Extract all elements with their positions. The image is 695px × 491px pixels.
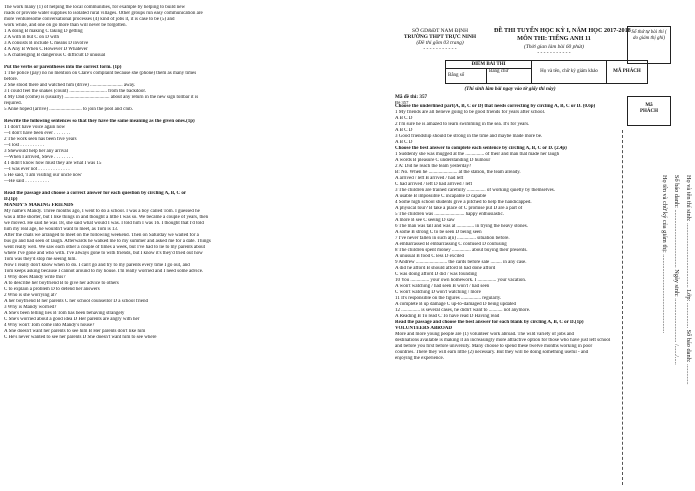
right-text-line: A B C D — [395, 128, 413, 133]
left-text-line: 4 A Any B When C However D Whatever — [4, 47, 88, 52]
left-text-line: him my real age, he wouldn't want to meet, as Tom is 13. — [4, 227, 119, 232]
left-text-line: The work many (1) of helping the local communities, for example by helping to build new — [4, 5, 186, 10]
left-text-line: After the chats we arranged to meet on the following weekend. Then on Saturday we waited for a — [4, 233, 199, 238]
left-text-line: where I've gone and who with. I've always gone to with friends, but I know it's they'd tried out how — [4, 251, 203, 256]
right-text-line: 3 The children are trained carefully ............... of working quietly by themselves. — [395, 188, 555, 193]
left-text-line: —He said . . . . . . . . . . — [4, 179, 50, 184]
order-number-label: Số thứ tự bài thi ( do giám thị ghi) — [631, 30, 667, 41]
score-words-cell[interactable]: Bằng chữ — [487, 69, 532, 84]
left-text-line: 5 Anne hoped (arrive) .......................... to join the pool and club. — [4, 107, 134, 112]
right-text-line: A unusual B food C less D excited — [395, 254, 465, 259]
ma-phach-box[interactable] — [627, 96, 671, 126]
ma-phach-header: MÃ PHÁCH — [607, 61, 648, 84]
left-text-line: A her boyfriend B her parents C her school counsellor D a school friend — [4, 299, 148, 304]
right-text-line: 1 Suddenly she was mugged at the ............... of their and man that made her laugh — [395, 152, 560, 157]
cut-line — [622, 130, 623, 485]
left-text-line: My name's Mandy. Three months ago, I went to do a school. I was a boy called Tom. I guessed he — [4, 209, 200, 214]
right-text-line: A Reading B To read C To have read D Having read — [395, 314, 500, 319]
left-text-line: A She doesn't want her parents to see him B Her parents don't like him — [4, 329, 146, 334]
left-text-line: roads or provide water supplies to isolated rural villages. Other groups run easy communication are — [4, 11, 203, 16]
right-text-line: enjoying the experience. — [395, 356, 445, 361]
left-text-line: 5 He said, 'I am visiting our uncle now' — [4, 173, 83, 178]
right-text-line: 12 ............... is several cases, he didn't want to ........... not anymore. — [395, 308, 531, 313]
header-divider-right: - - - - - - - - - - - — [537, 50, 571, 56]
left-text-line: 1 A doing B making C taking D getting — [4, 29, 83, 34]
right-text-line: 8 The children spent money ............... about buying their presents. — [395, 248, 528, 253]
right-text-line: A B C D — [395, 140, 413, 145]
exam-code-repeat: Đề 357 — [395, 100, 409, 105]
right-column — [395, 104, 620, 491]
right-text-line: 2 A: Did he reach the team yesterday? — [395, 164, 472, 169]
examiner-header: Họ và tên, chữ ký giám khảo — [532, 61, 607, 84]
left-text-line: 3 A consists B include C means D involve — [4, 41, 89, 46]
left-column — [4, 5, 390, 491]
left-text-line: —I don't have been ever . . . . . . . — [4, 131, 71, 136]
ma-phach-label-2: PHÁCH — [639, 109, 659, 114]
right-text-line: Choose the best answer to complete each sentence by circling A, B, C or D. (2.4p) — [395, 146, 567, 151]
left-text-line: required. — [4, 101, 22, 106]
right-text-line: 7 I've never fallen in such a(n) ............... situation before. — [395, 236, 510, 241]
right-text-line: A physical tour? B take a place of C promise put D are a part of — [395, 206, 523, 211]
left-text-line: 1 Why does Mandy write this? — [4, 275, 66, 280]
left-text-line: Tom was they'd stop me seeing him. — [4, 257, 77, 262]
right-text-line: A arrived / left B arrived / had left — [395, 176, 464, 181]
right-text-line: C had arrived / left D had arrived / left — [395, 182, 473, 187]
left-text-line: 3 Why is Mandy worried? — [4, 305, 57, 310]
right-text-line: 9 Andrew ......................... the cards before sale ......... in any case. — [395, 260, 527, 265]
left-text-line: 2 The work seen has been five years — [4, 137, 77, 142]
left-text-line: was a little shorter, but I like things in and thought a little I was so. We became a couple of years, then — [4, 215, 209, 220]
right-text-line: A did he afford B should afford B had done afford — [395, 266, 496, 271]
left-text-line: 4 Why won't Tom come into Mandy's house? — [4, 323, 95, 328]
right-text-line: 1 My friends are all believe going to be good friends for years after school. — [395, 110, 546, 115]
exam-subject: MÔN THI: TIẾNG ANH 11 — [517, 35, 591, 42]
school-line-1: SỞ GD&ĐT NAM ĐỊNH — [411, 28, 469, 34]
left-text-line: 3 Shewould help her any arrival — [4, 149, 69, 154]
right-text-line: 4 Some high school students give a pitched to help the handicapped. — [395, 200, 532, 205]
exam-code-label: Mã đề thi: 357 — [395, 94, 428, 100]
order-number-box[interactable] — [627, 26, 671, 64]
left-text-line: A She's been telling lies B Tom has been behaving strangely — [4, 311, 125, 316]
left-text-line: C He's never wanted to see her parents D She doesn't want him to see where — [4, 335, 157, 340]
left-text-line: 1 The police (pay) no no mention on Clare's complaint because she (phone) them as many times — [4, 71, 197, 76]
right-text-line: 10 You ............... your own homework. I ............... your vacation. — [395, 278, 527, 283]
right-text-line: countries. There they will earn little (2) necessary. But they will be doing something useful - and — [395, 350, 589, 355]
left-text-line: C She's worried about a good idea D Her parents are angry with her — [4, 317, 140, 322]
left-text-line: Tom keeps asking because I cannot around to my house. I'm really worried and I need some advice. — [4, 269, 204, 274]
right-text-line: C won't watching D won't watching / more — [395, 290, 481, 295]
school-line-3: (Đề thi gồm 03 trang) — [416, 40, 464, 46]
right-text-line: 6 The man was tall and was at .............. in trying the heavy stones. — [395, 224, 528, 229]
left-text-line: 2 A with B but C on D with — [4, 35, 60, 40]
right-text-line: Read the passage and choose the best answer for each blank by circling A, B, C or D.(1p) — [395, 320, 584, 325]
left-text-line: we moved. He said he was 18, she said what would I was. I told him I was 16. I thought that I'd told — [4, 221, 204, 226]
header-divider-left: - - - - - - - - - - - — [423, 46, 457, 52]
score-number-cell[interactable]: Bằng số — [446, 69, 487, 84]
right-text-line: 3 Good friendship should be strong in the time and maybe made more be. — [395, 134, 543, 139]
left-text-line: C to explain a problem D to defend her answers — [4, 287, 100, 292]
right-text-line: A some B strong C to be seen D being seen — [395, 230, 482, 235]
right-text-line: A embarrassed B embarrassing C confused D confusing — [395, 242, 507, 247]
score-header: ĐIỂM BÀI THI — [446, 61, 532, 69]
right-text-line: 2 I'm sure he is amazed to learn swimming in the sea. It's for years. — [395, 122, 530, 127]
right-text-line: 11 It's responsible on the figures ................ regularly. — [395, 296, 502, 301]
ma-phach-label: Mã — [645, 103, 653, 108]
left-text-line: Now I really don't know when to do. I can't go and try to my parents every time I go out, and — [4, 263, 190, 268]
left-text-line: 3 I could feel the snakes (count) .............................. from the backdoor. — [4, 89, 147, 94]
left-text-line: —I was ever not . . . . . . . . . . . . . — [4, 167, 70, 172]
right-text-line: C was doing afford D did / was founding — [395, 272, 477, 277]
right-text-line: More and more young people are (1) volunteer work abroad. The wild variety of jobs and — [395, 332, 575, 337]
exam-duration: (Thời gian làm bài 60 phút) — [524, 44, 584, 50]
right-text-line: Choose the underlined part(A, B, C or D) that needs correcting by circling A, B, C or D. (0.6p) — [395, 104, 596, 109]
exam-title: ĐỀ THI TUYỂN HỌC KỲ I, NĂM HỌC 2017-2018 — [494, 27, 631, 34]
right-text-line: VOLUNTEERS ABROAD — [395, 326, 452, 331]
right-text-line: A more B see C seeing D saw — [395, 218, 455, 223]
left-text-line: bus go and had seen of laugh. Afterwards he walked me to my summer and asked me for a date. Things — [4, 239, 211, 244]
left-text-line: 4 I didn't know how must they are what I was 15 — [4, 161, 102, 166]
left-text-line: 5 A challenging B dangerous C difficult D unusual — [4, 53, 106, 58]
left-text-line: MANDY'S MAKING FRIENDS — [4, 203, 74, 208]
left-text-line: D.(1p) — [4, 197, 18, 202]
candidate-info-line: Họ và tên thí sinh: ......................................... Lớp: ................ Số báo danh: ............. — [685, 175, 692, 385]
left-text-line: Put the verbs or parentheses into the correct form. (1p) — [4, 65, 122, 70]
left-text-line: work while, and one on go more than will never be forgotten. — [4, 23, 127, 28]
right-text-line: A words B pleasure C understanding D humour — [395, 158, 491, 163]
right-text-line: A won't watching / had seen B won't / had seen — [395, 284, 490, 289]
left-text-line: A to describe her boyfriend B to give her advice to others — [4, 281, 119, 286]
left-text-line: Read the passage and choose a correct answer for each question by circling A, B, C or — [4, 191, 187, 196]
right-text-line: A usable B impossible C incapable D capable — [395, 194, 487, 199]
left-text-line: 1 I don't have voice again now — [4, 125, 66, 130]
right-text-line: A complete B up damage C up-to-damaged D being updated — [395, 302, 516, 307]
left-text-line: 2 Who is she worrying at? — [4, 293, 57, 298]
score-table — [445, 60, 648, 84]
left-text-line: went really well. We saw each other a couple of times a week, but I've had to lie to my parents about — [4, 245, 206, 250]
left-text-line: more venturesome conversational processes (4) kind of jobs it, it is case to be (5) and — [4, 17, 175, 22]
left-text-line: —I lost . . . . . . . . . . — [4, 143, 45, 148]
invigilator-line: Họ tên và chữ ký của giám thị: .................................................. — [661, 175, 668, 334]
right-text-line: and before you first before university. Many choose to spend these twelve months working in poor — [395, 344, 593, 349]
right-text-line: A B C D — [395, 116, 413, 121]
right-text-line: B: No. When he ....................... at the station, the team already. — [395, 170, 521, 175]
instruction-line: (Thí sinh làm bài ngay vào tờ giấy thi này) — [464, 86, 556, 92]
school-line-2: TRƯỜNG THPT TRỰC NINH — [403, 34, 477, 40]
left-text-line: Rewrite the following sentences so that they have the same meaning as the given ones.(1p) — [4, 119, 195, 124]
left-text-line: 4 My Dad (come) is (usually) .................................... about any return in the new sign tollbar it is — [4, 95, 199, 100]
right-text-line: 5 The children was ........................ happy enthusiastic. — [395, 212, 504, 217]
left-text-line: —When I arrived, Steve . . . . . . . . — [4, 155, 73, 160]
left-text-line: 2 She stood there and watched him (drive) .......................... away. — [4, 83, 136, 88]
right-text-line: destinations available is making it an increasingly more attractive option for those who have just left school — [395, 338, 611, 343]
left-text-line: before. — [4, 77, 19, 82]
candidate-dob-line: Số báo danh: ..................................... Ngày sinh: ............................ /....../..... — [673, 175, 680, 365]
